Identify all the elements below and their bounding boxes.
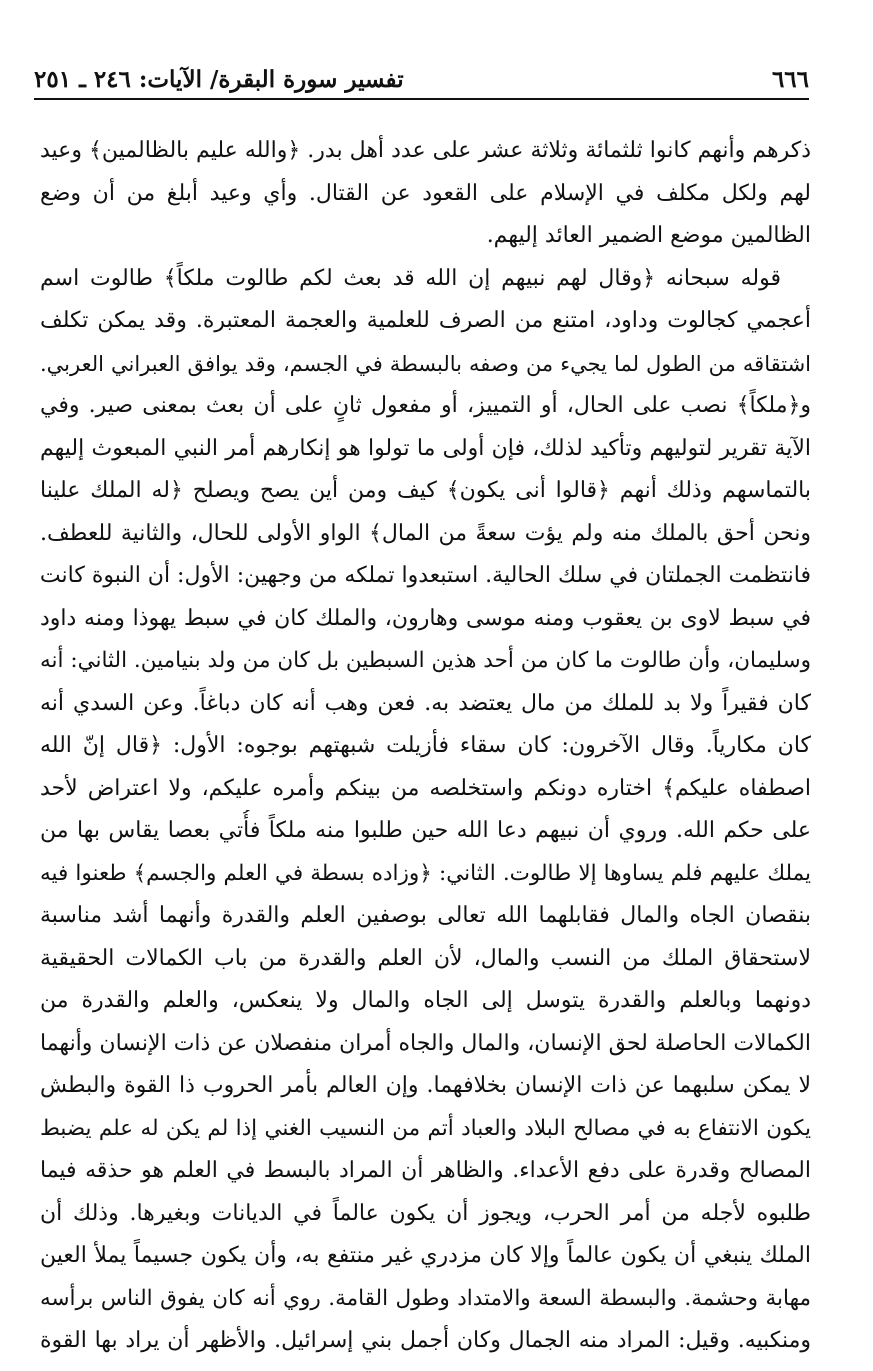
text-line: و﴿ملكاً﴾ نصب على الحال، أو التمييز، أو مفعول ثانٍ على أن بعث بمعنى صير. وفي [40,393,811,418]
page-number: ٦٦٦ [771,66,809,93]
text-line: في سبط لاوى بن يعقوب ومنه موسى وهارون، والملك كان في سبط يهوذا ومنه داود [40,605,811,631]
text-line: الآية تقرير لتوليهم وتأكيد لذلك، فإن أولى ما تولوا هو إنكارهم أمر النبي المبعوث إليهم [40,435,811,461]
text-line: المصالح وقدرة على دفع الأعداء. والظاهر أن المراد بالبسط في العلم هو حذقه فيما [40,1158,811,1183]
text-line: لهم ولكل مكلف في الإسلام على القعود عن القتال. وأي وعيد أبلغ من أن وضع [40,180,811,206]
text-line: ونحن أحق بالملك منه ولم يؤت سعةً من المال﴾ الواو الأولى للحال، والثانية للعطف. [40,520,811,546]
text-line: فانتظمت الجملتان في سلك الحالية. استبعدوا تملكه من وجهين: الأول: أن النبوة كانت [40,563,811,588]
text-line: قوله سبحانه ﴿وقال لهم نبيهم إن الله قد بعث لكم طالوت ملكاً﴾ طالوت اسم [40,265,781,291]
text-line: دونهما وبالعلم والقدرة يتوسل إلى الجاه والمال ولا ينعكس، والعلم والقدرة من [40,988,811,1013]
text-line: على حكم الله. وروي أن نبيهم دعا الله حين طلبوا منه ملكاً فأُتي بعصا يقاس بها من [40,818,811,843]
text-line: أعجمي كجالوت وداود، امتنع من الصرف للعلمية والعجمة المعتبرة. وقد يمكن تكلف [40,308,811,333]
text-line: بنقصان الجاه والمال فقابلهما الله تعالى بوصفين العلم والقدرة وأنهما أشد مناسبة [40,903,811,928]
text-line: لاستحقاق الملك من النسب والمال، لأن العلم والقدرة من باب الكمالات الحقيقية [40,945,811,971]
running-title: تفسير سورة البقرة/ الآيات: ٢٤٦ ـ ٢٥١ [34,66,404,93]
text-line: كان مكارياً. وقال الآخرون: كان سقاء فأزيلت شبهتهم بوجوه: الأول: ﴿قال إنّ الله [40,733,811,758]
text-line: يكون الانتفاع به في مصالح البلاد والعباد أتم من النسيب الغني إذا لم يكن له علم يضبط [40,1115,811,1141]
text-line: ذكرهم وأنهم كانوا ثلثمائة وثلاثة عشر على عدد أهل بدر. ﴿والله عليم بالظالمين﴾ وعيد [40,138,811,163]
text-body [40,130,811,1363]
page-header [34,62,809,100]
text-line: اصطفاه عليكم﴾ اختاره دونكم واستخلصه من بينكم وأمره عليكم، ولا اعتراض لأحد [40,775,811,801]
text-line: الملك ينبغي أن يكون عالماً وإلا كان مزدري غير منتفع به، وأن يكون جسيماً يملأ العين [40,1243,811,1268]
text-line: طلبوه لأجله من أمر الحرب، ويجوز أن يكون عالماً في الديانات وبغيرها. وذلك أن [40,1200,811,1226]
text-line: الكمالات الحاصلة لحق الإنسان، والمال والجاه أمران منفصلان عن ذات الإنسان وأنهما [40,1030,811,1056]
text-line: ومنكبيه. وقيل: المراد منه الجمال وكان أجمل بني إسرائيل. والأظهر أن يراد بها القوة [40,1328,811,1353]
text-line: وسليمان، وأن طالوت ما كان من أحد هذين السبطين بل كان من ولد بنيامين. الثاني: أنه [40,648,811,673]
text-line: لا يمكن سلبهما عن ذات الإنسان بخلافهما. وإن العالم بأمر الحروب ذا القوة والبطش [40,1073,811,1098]
text-line: بالتماسهم وذلك أنهم ﴿قالوا أنى يكون﴾ كيف ومن أين يصح ويصلح ﴿له الملك علينا [40,478,811,503]
text-line: الظالمين موضع الضمير العائد إليهم. [486,223,811,248]
text-line: يملك عليهم فلم يساوها إلا طالوت. الثاني: ﴿وزاده بسطة في العلم والجسم﴾ طعنوا فيه [40,860,811,886]
text-line: كان فقيراً ولا بد للملك من مال يعتضد به. فعن وهب أنه كان دباغاً. وعن السدي أنه [40,690,811,716]
text-line: اشتقاقه من الطول لما يجيء من وصفه بالبسطة في الجسم، وقد يوافق العبراني العربي. [40,351,811,376]
text-line: مهابة وحشمة. والبسطة السعة والامتداد وطول القامة. روي أنه كان يفوق الناس برأسه [40,1285,811,1311]
